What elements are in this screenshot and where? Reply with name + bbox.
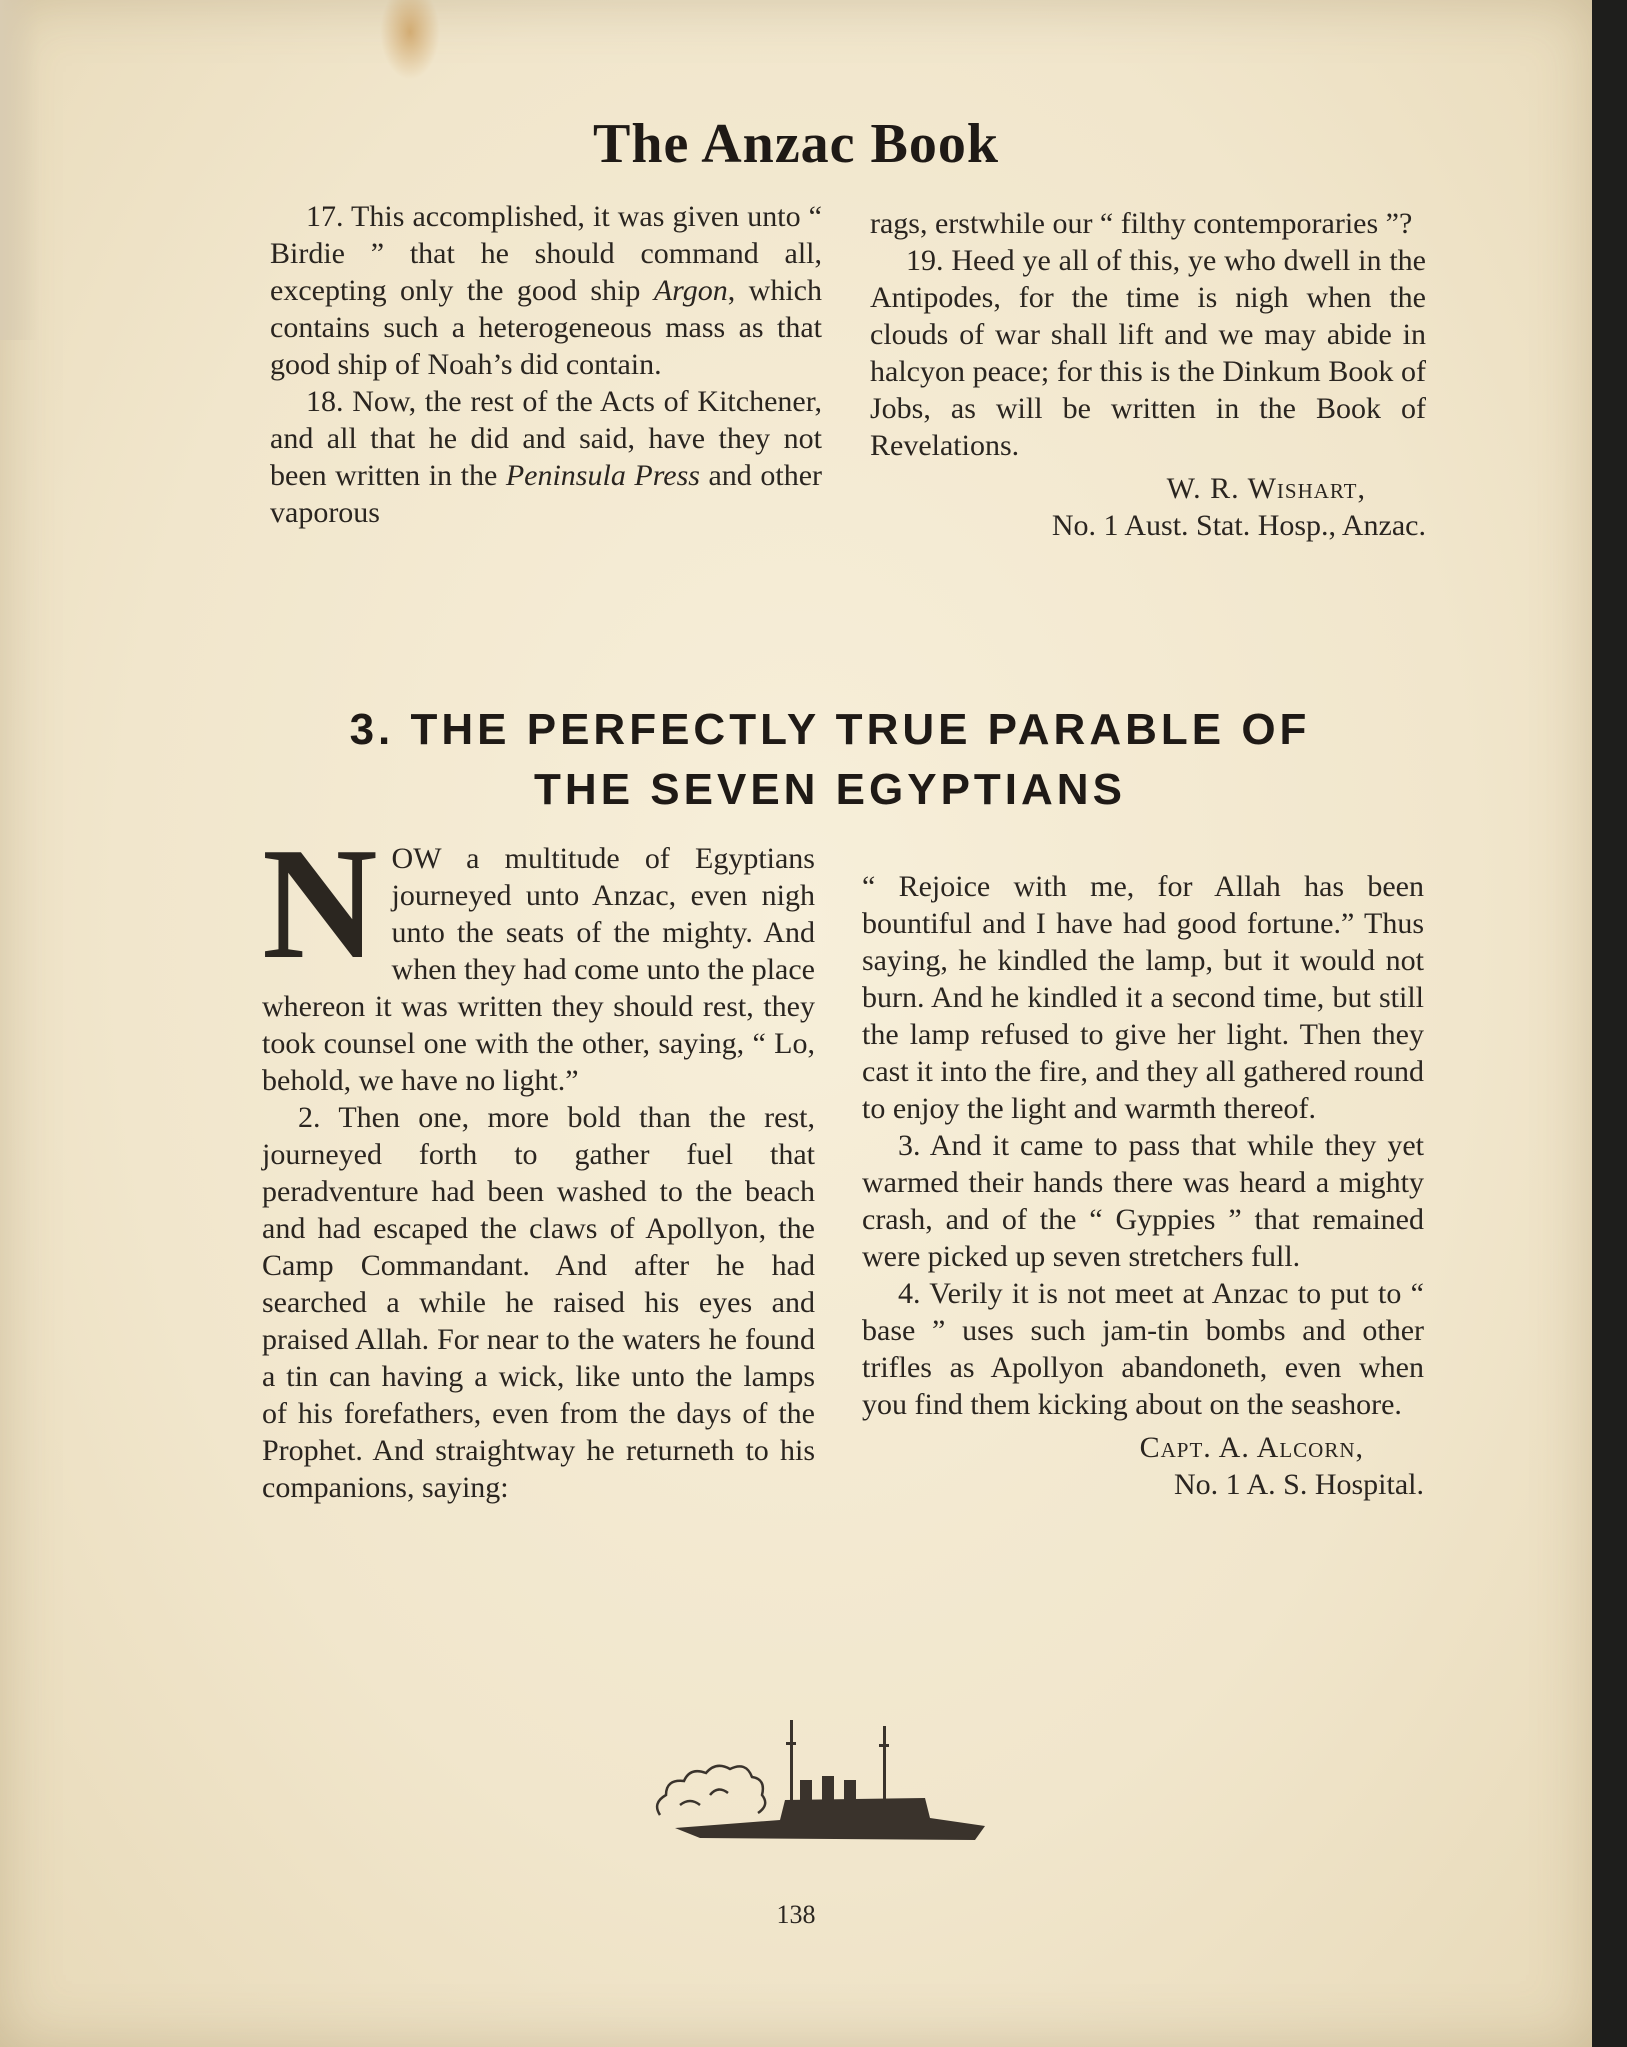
smoke-cloud xyxy=(657,1766,765,1815)
paragraph-3: 3. And it came to pass that while they yet warmed their hands there was heard a mighty crash, and of the “ Gyppies ” that remained were picked up seven stretchers full. xyxy=(862,1129,1424,1273)
article-right-column xyxy=(862,868,1424,1503)
article-signature-name: Capt. A. Alcorn, xyxy=(1139,1431,1364,1464)
signature-affiliation: No. 1 Aust. Stat. Hosp., Anzac. xyxy=(1051,509,1426,542)
paragraph-19: 19. Heed ye all of this, ye who dwell in the Antipodes, for the time is nigh when the clouds of war shall lift and we may abide in halcyon peace; for this is the Dinkum Book of Jobs, as will be written in the Book of Revelations. xyxy=(870,244,1426,462)
paragraph-18-continued: rags, erstwhile our “ filthy contemporaries ”? xyxy=(870,207,1413,240)
paragraph-1: NOW a multitude of Egyptians journeyed unto Anzac, even nigh unto the seats of the mighty. And when they had come unto the place whereon it was written they should rest, they took counsel one with the other, saying, “ Lo, behold, we have no light.” xyxy=(262,814,815,1097)
battleship-ornament xyxy=(640,1700,1020,1860)
paragraph-2-continued: “ Rejoice with me, for Allah has been bountiful and I have had good fortune.” Thus saying, he kindled the lamp, but it would not burn. And he kindled it a second time, but still the lamp refused to give her light. Then they cast it into the fire, and they all gathered round to enjoy the light and warmth thereof. xyxy=(862,870,1424,1125)
paragraph-18: 18. Now, the rest of the Acts of Kitchener, and all that he did and said, have they not been written in the Peninsula Press and other vaporous xyxy=(270,385,822,529)
article-left-column xyxy=(262,814,815,1506)
top-left-column xyxy=(270,198,822,531)
ship-name-argon: Argon xyxy=(653,274,728,307)
ship-hull xyxy=(675,1720,985,1840)
article-title-line-2: THE SEVEN EGYPTIANS xyxy=(534,765,1126,814)
paragraph-17: 17. This accomplished, it was given unto “ Birdie ” that he should command all, excepting only the good ship Argon, which contains such a heterogeneous mass as that good ship of Noah’s did contain. xyxy=(270,200,822,381)
signature-name: W. R. Wishart, xyxy=(1166,472,1366,505)
article-signature-affiliation: No. 1 A. S. Hospital. xyxy=(1173,1468,1424,1501)
newspaper-title: Peninsula Press xyxy=(505,459,700,492)
paragraph-4: 4. Verily it is not meet at Anzac to put to “ base ” uses such jam-tin bombs and other trifles as Apollyon abandoneth, even when you find them kicking about on the seashore. xyxy=(862,1277,1424,1421)
page-number: 138 xyxy=(776,1900,816,1929)
paragraph-2: 2. Then one, more bold than the rest, journeyed forth to gather fuel that peradventure had been washed to the beach and had escaped the claws of Apollyon, the Camp Commandant. And after he had searched a while he raised his eyes and praised Allah. For near to the waters he found a tin can having a wick, like unto the lamps of his forefathers, even from the days of the Prophet. And straightway he returneth to his companions, saying: xyxy=(262,1101,815,1504)
paper-stain xyxy=(380,0,440,80)
top-right-column xyxy=(870,205,1426,544)
drop-cap: N xyxy=(262,814,378,992)
article-title-line-1: 3. THE PERFECTLY TRUE PARABLE OF xyxy=(349,705,1311,754)
running-title: The Anzac Book xyxy=(592,113,1000,175)
article-title xyxy=(250,700,1410,820)
